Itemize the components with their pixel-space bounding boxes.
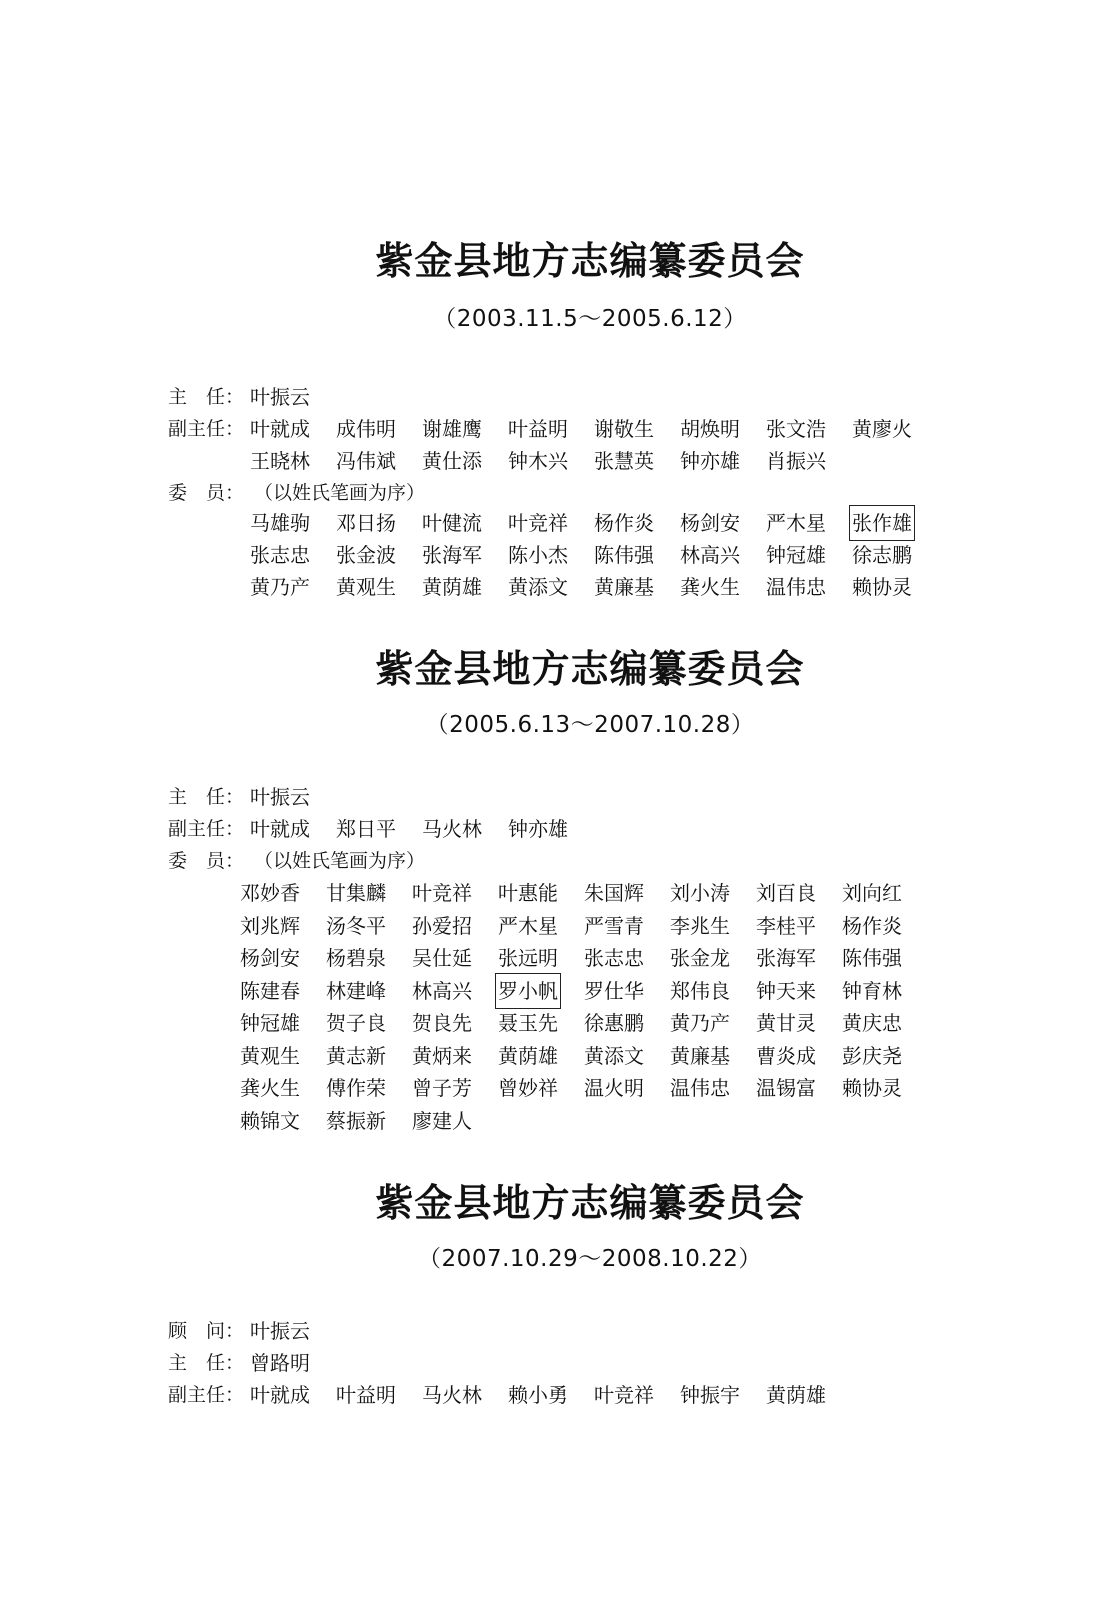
member-name: 李兆生 (670, 913, 730, 938)
members-heading (168, 846, 568, 876)
person-name: 王晓林 (250, 449, 310, 473)
section-date-range: （2005.6.13～2007.10.28） (425, 712, 755, 738)
role-row (168, 446, 1028, 476)
member-name: 黄观生 (240, 1043, 300, 1068)
members-heading (168, 478, 568, 508)
member-name: 张金波 (336, 543, 396, 567)
section-title: 紫金县地方志编纂委员会 (375, 1180, 805, 1225)
person-name: 黄廖火 (852, 417, 912, 441)
member-name: 龚火生 (240, 1076, 300, 1100)
role-label: 主 任： (168, 786, 245, 808)
member-name: 刘向红 (842, 881, 902, 905)
person-name: 赖小勇 (508, 1383, 568, 1407)
member-name: 温锡富 (756, 1076, 816, 1100)
member-name: 马雄驹 (250, 511, 310, 535)
member-name: 傅作荣 (326, 1076, 386, 1100)
member-name: 林高兴 (680, 543, 740, 567)
member-name: 曾子芳 (412, 1076, 472, 1100)
member-name: 黄添文 (508, 575, 568, 599)
role-names (250, 782, 336, 812)
role-names (250, 414, 938, 444)
person-name: 叶就成 (250, 817, 310, 841)
member-name: 彭庆尧 (842, 1043, 902, 1068)
member-name: 陈建春 (240, 978, 300, 1003)
member-name: 张志忠 (584, 946, 644, 970)
person-name: 钟振宇 (680, 1383, 740, 1407)
member-name: 吴仕延 (412, 946, 472, 970)
member-name: 贺子良 (326, 1011, 386, 1035)
member-name: 刘百良 (756, 881, 816, 905)
role-label: 副主任： (168, 818, 245, 840)
member-name: 徐惠鹏 (584, 1011, 644, 1035)
role-label: 委 员： (168, 850, 245, 872)
member-name: 陈小杰 (508, 543, 568, 567)
member-name: 林建峰 (326, 978, 386, 1003)
member-name: 杨作炎 (842, 913, 902, 938)
member-name: 杨碧泉 (326, 946, 386, 970)
person-name: 黄仕添 (422, 449, 482, 473)
person-name: 成伟明 (336, 417, 396, 441)
member-name: 黄志新 (326, 1043, 386, 1068)
member-name: 叶健流 (422, 511, 482, 535)
member-name: 严木星 (498, 913, 558, 938)
role-label: 委 员： (168, 482, 245, 504)
section-title: 紫金县地方志编纂委员会 (375, 238, 805, 283)
person-name: 叶振云 (250, 385, 310, 409)
person-name: 钟木兴 (508, 449, 568, 473)
member-name: 钟天来 (756, 978, 816, 1003)
member-name: 罗仕华 (584, 978, 644, 1003)
member-name: 赖协灵 (842, 1076, 902, 1100)
member-name: 黄荫雄 (498, 1043, 558, 1068)
member-name: 邓日扬 (336, 511, 396, 535)
member-name: 黄甘灵 (756, 1011, 816, 1035)
boxed-member-name: 罗小帆 (498, 976, 558, 1006)
person-name: 马火林 (422, 817, 482, 841)
section-date-range: （2007.10.29～2008.10.22） (418, 1246, 762, 1272)
role-row (168, 782, 1028, 812)
member-name: 严木星 (766, 511, 826, 535)
member-name: 温火明 (584, 1076, 644, 1100)
member-name: 杨剑安 (240, 946, 300, 970)
member-name: 廖建人 (412, 1108, 472, 1133)
member-name: 赖协灵 (852, 575, 912, 599)
member-name: 钟冠雄 (766, 543, 826, 567)
member-name: 黄添文 (584, 1043, 644, 1068)
member-name: 林高兴 (412, 978, 472, 1003)
member-name: 张海军 (422, 543, 482, 567)
role-names (250, 382, 336, 412)
members-order-note: （以姓氏笔画为序） (254, 850, 426, 872)
role-names (250, 1380, 852, 1410)
person-name: 叶就成 (250, 417, 310, 441)
role-row (168, 414, 1028, 444)
role-row (168, 1316, 1028, 1346)
member-name: 贺良先 (412, 1011, 472, 1035)
role-label: 主 任： (168, 386, 245, 408)
person-name: 曾路明 (250, 1351, 310, 1375)
person-name: 谢雄鹰 (422, 417, 482, 441)
member-name: 温伟忠 (670, 1076, 730, 1100)
member-name: 叶竞祥 (412, 881, 472, 905)
member-name: 孙爱招 (412, 913, 472, 938)
member-name: 黄廉基 (670, 1043, 730, 1068)
person-name: 冯伟斌 (336, 449, 396, 473)
member-name: 徐志鹏 (852, 543, 912, 567)
section-date-range: （2003.11.5～2005.6.12） (433, 306, 747, 332)
member-name: 郑伟良 (670, 978, 730, 1003)
member-name: 张远明 (498, 946, 558, 970)
role-label: 副主任： (168, 418, 245, 440)
person-name: 叶振云 (250, 1319, 310, 1343)
member-name: 黄观生 (336, 575, 396, 599)
member-name: 温伟忠 (766, 575, 826, 599)
member-name: 杨剑安 (680, 511, 740, 535)
person-name: 马火林 (422, 1383, 482, 1407)
member-name: 张金龙 (670, 946, 730, 970)
member-name: 邓妙香 (240, 881, 300, 905)
member-name: 黄庆忠 (842, 1011, 902, 1035)
member-name: 黄荫雄 (422, 575, 482, 599)
boxed-member-name: 张作雄 (852, 508, 912, 538)
member-name: 龚火生 (680, 575, 740, 599)
member-name: 朱国辉 (584, 881, 644, 905)
role-label: 顾 问： (168, 1320, 245, 1342)
role-label: 主 任： (168, 1352, 245, 1374)
person-name: 黄荫雄 (766, 1383, 826, 1407)
member-name: 钟冠雄 (240, 1011, 300, 1035)
person-name: 郑日平 (336, 817, 396, 841)
person-name: 叶益明 (336, 1383, 396, 1407)
member-name: 黄乃产 (250, 575, 310, 599)
person-name: 叶益明 (508, 417, 568, 441)
person-name: 肖振兴 (766, 449, 826, 473)
role-names (250, 446, 852, 476)
role-names (250, 1348, 336, 1378)
person-name: 胡焕明 (680, 417, 740, 441)
person-name: 谢敬生 (594, 417, 654, 441)
person-name: 张慧英 (594, 449, 654, 473)
member-name: 赖锦文 (240, 1108, 300, 1133)
role-row (168, 1348, 1028, 1378)
member-name: 刘兆辉 (240, 913, 300, 938)
member-name: 叶竞祥 (508, 511, 568, 535)
member-name: 黄乃产 (670, 1011, 730, 1035)
member-name: 聂玉先 (498, 1011, 558, 1035)
member-name: 刘小涛 (670, 881, 730, 905)
member-name: 钟育林 (842, 978, 902, 1003)
role-row (168, 1380, 1028, 1410)
person-name: 叶竞祥 (594, 1383, 654, 1407)
section-title: 紫金县地方志编纂委员会 (375, 646, 805, 691)
member-name: 黄廉基 (594, 575, 654, 599)
role-row (168, 382, 1028, 412)
member-name: 黄炳来 (412, 1043, 472, 1068)
members-order-note: （以姓氏笔画为序） (254, 482, 426, 504)
person-name: 张文浩 (766, 417, 826, 441)
person-name: 叶就成 (250, 1383, 310, 1407)
role-row (168, 814, 1028, 844)
member-name: 汤冬平 (326, 913, 386, 938)
member-name: 甘集麟 (326, 881, 386, 905)
member-name: 叶惠能 (498, 881, 558, 905)
person-name: 钟亦雄 (680, 449, 740, 473)
member-name: 曹炎成 (756, 1043, 816, 1068)
member-name: 严雪青 (584, 913, 644, 938)
person-name: 钟亦雄 (508, 817, 568, 841)
member-name: 蔡振新 (326, 1108, 386, 1133)
member-name: 张志忠 (250, 543, 310, 567)
member-name: 陈伟强 (594, 543, 654, 567)
role-names (250, 814, 594, 844)
member-name: 李桂平 (756, 913, 816, 938)
member-name: 杨作炎 (594, 511, 654, 535)
role-names (250, 1316, 336, 1346)
member-name: 陈伟强 (842, 946, 902, 970)
member-name: 张海军 (756, 946, 816, 970)
member-name: 曾妙祥 (498, 1076, 558, 1100)
role-label: 副主任： (168, 1384, 245, 1406)
person-name: 叶振云 (250, 785, 310, 809)
